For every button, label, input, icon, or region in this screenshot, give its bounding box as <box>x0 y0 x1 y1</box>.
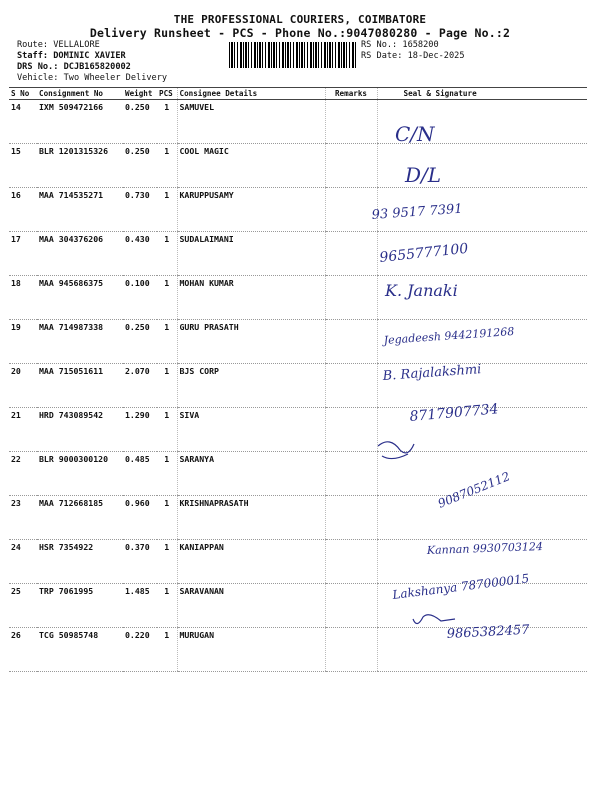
cell-signature <box>377 144 587 188</box>
rs-no-value: 1658200 <box>402 40 439 50</box>
cell-consignee: SARANYA <box>177 452 325 496</box>
cell-consignee: MOHAN KUMAR <box>177 276 325 320</box>
cell-consignment-no: MAA 304376206 <box>37 232 123 276</box>
route-value: VELLALORE <box>53 40 100 50</box>
table-row <box>9 584 587 628</box>
cell-consignment-no: MAA 714987338 <box>37 320 123 364</box>
cell-weight: 0.250 <box>123 144 157 188</box>
cell-consignee: SUDALAIMANI <box>177 232 325 276</box>
cell-consignment-no: MAA 945686375 <box>37 276 123 320</box>
cell-weight: 0.220 <box>123 628 157 672</box>
cell-remarks <box>325 188 377 232</box>
cell-consignment-no: TCG 50985748 <box>37 628 123 672</box>
runsheet-table <box>9 87 587 672</box>
col-consignee: Consignee Details <box>177 88 325 100</box>
cell-consignment-no: BLR 1201315326 <box>37 144 123 188</box>
cell-consignment-no: HRD 743089542 <box>37 408 123 452</box>
cell-sno: 15 <box>9 144 37 188</box>
cell-pcs: 1 <box>157 320 177 364</box>
runsheet-subtitle: Delivery Runsheet - PCS - Phone No.:9047080280 - Page No.:2 <box>89 26 511 40</box>
signature-row25: Lakshanya 787000015 <box>391 571 530 602</box>
table-row <box>9 496 587 540</box>
cell-consignee: KANIAPPAN <box>177 540 325 584</box>
cell-remarks <box>325 408 377 452</box>
cell-weight: 0.250 <box>123 100 157 144</box>
cell-pcs: 1 <box>157 276 177 320</box>
staff-line <box>17 51 126 61</box>
cell-pcs: 1 <box>157 232 177 276</box>
rs-no-line <box>361 40 439 50</box>
cell-pcs: 1 <box>157 188 177 232</box>
col-remarks: Remarks <box>325 88 377 100</box>
table-row <box>9 320 587 364</box>
cell-signature <box>377 276 587 320</box>
cell-remarks <box>325 276 377 320</box>
cell-consignment-no: HSR 7354922 <box>37 540 123 584</box>
signature-row16: 93 9517 7391 <box>371 201 464 223</box>
cell-weight: 0.730 <box>123 188 157 232</box>
rs-date-value: 18-Dec-2025 <box>407 51 465 61</box>
cell-sno: 25 <box>9 584 37 628</box>
cell-sno: 22 <box>9 452 37 496</box>
rs-date-line <box>361 51 465 61</box>
signature-row19: Jegadeesh 9442191268 <box>383 324 515 347</box>
cell-weight: 0.100 <box>123 276 157 320</box>
vehicle-line <box>17 73 167 83</box>
cell-remarks <box>325 144 377 188</box>
cell-remarks <box>325 100 377 144</box>
table-row <box>9 100 587 144</box>
cell-pcs: 1 <box>157 100 177 144</box>
cell-signature <box>377 540 587 584</box>
cell-consignee: KRISHNAPRASATH <box>177 496 325 540</box>
cell-sno: 26 <box>9 628 37 672</box>
cell-signature <box>377 320 587 364</box>
cell-consignee: COOL MAGIC <box>177 144 325 188</box>
cell-remarks <box>325 320 377 364</box>
cell-remarks <box>325 540 377 584</box>
col-signature: Seal & Signature <box>377 88 587 100</box>
cell-weight: 0.370 <box>123 540 157 584</box>
cell-sno: 21 <box>9 408 37 452</box>
cell-signature <box>377 100 587 144</box>
cell-consignee: SAMUVEL <box>177 100 325 144</box>
signature-row21: 8717907734 <box>408 401 500 425</box>
cell-pcs: 1 <box>157 144 177 188</box>
cell-sno: 24 <box>9 540 37 584</box>
cell-signature <box>377 408 587 452</box>
cell-weight: 0.960 <box>123 496 157 540</box>
cell-consignee: BJS CORP <box>177 364 325 408</box>
cell-consignee: SIVA <box>177 408 325 452</box>
signature-row20: B. Rajalakshmi <box>382 362 482 384</box>
cell-pcs: 1 <box>157 408 177 452</box>
cell-sno: 14 <box>9 100 37 144</box>
drs-label: DRS No.: <box>17 62 59 72</box>
cell-remarks <box>325 232 377 276</box>
cell-pcs: 1 <box>157 584 177 628</box>
cell-signature <box>377 188 587 232</box>
table-row <box>9 452 587 496</box>
cell-consignment-no: IXM 509472166 <box>37 100 123 144</box>
signature-cn: C/N <box>395 122 435 146</box>
cell-consignee: KARUPPUSAMY <box>177 188 325 232</box>
cell-pcs: 1 <box>157 540 177 584</box>
cell-consignee: SARAVANAN <box>177 584 325 628</box>
col-pcs: PCS <box>157 88 177 100</box>
rs-date-label: RS Date: <box>361 51 403 61</box>
col-weight: Weight <box>123 88 157 100</box>
cell-signature <box>377 232 587 276</box>
vehicle-label: Vehicle: <box>17 73 59 83</box>
cell-remarks <box>325 364 377 408</box>
route-line <box>17 40 100 50</box>
cell-remarks <box>325 628 377 672</box>
table-row <box>9 276 587 320</box>
cell-signature <box>377 584 587 628</box>
table-row <box>9 540 587 584</box>
staff-value: DOMINIC XAVIER <box>53 51 126 61</box>
signature-row18: K. Janaki <box>385 281 458 300</box>
cell-consignment-no: TRP 7061995 <box>37 584 123 628</box>
table-row <box>9 232 587 276</box>
cell-consignment-no: BLR 9000300120 <box>37 452 123 496</box>
barcode <box>229 42 356 68</box>
drs-value: DCJB165820002 <box>63 62 131 72</box>
signature-row17: 9655777100 <box>378 240 470 266</box>
cell-sno: 18 <box>9 276 37 320</box>
cell-sno: 16 <box>9 188 37 232</box>
cell-remarks <box>325 452 377 496</box>
route-label: Route: <box>17 40 49 50</box>
cell-consignment-no: MAA 714535271 <box>37 188 123 232</box>
cell-sno: 23 <box>9 496 37 540</box>
table-header <box>9 88 587 100</box>
signature-dl: D/L <box>405 163 442 187</box>
cell-pcs: 1 <box>157 628 177 672</box>
cell-signature <box>377 628 587 672</box>
table-row <box>9 144 587 188</box>
cell-signature <box>377 496 587 540</box>
runsheet-title: THE PROFESSIONAL COURIERS, COIMBATORE <box>173 13 427 26</box>
staff-label: Staff: <box>17 51 49 61</box>
cell-consignment-no: MAA 712668185 <box>37 496 123 540</box>
cell-sno: 20 <box>9 364 37 408</box>
cell-weight: 0.485 <box>123 452 157 496</box>
cell-weight: 0.430 <box>123 232 157 276</box>
cell-signature <box>377 364 587 408</box>
cell-weight: 0.250 <box>123 320 157 364</box>
cell-signature <box>377 452 587 496</box>
cell-sno: 17 <box>9 232 37 276</box>
cell-weight: 1.485 <box>123 584 157 628</box>
vehicle-value: Two Wheeler Delivery <box>63 73 168 83</box>
table-row <box>9 628 587 672</box>
table-row <box>9 364 587 408</box>
cell-sno: 19 <box>9 320 37 364</box>
cell-pcs: 1 <box>157 452 177 496</box>
signature-row24: Kannan 9930703124 <box>426 539 544 557</box>
table-row <box>9 408 587 452</box>
signature-row23: 9087052112 <box>435 469 512 511</box>
cell-consignment-no: MAA 715051611 <box>37 364 123 408</box>
cell-consignee: GURU PRASATH <box>177 320 325 364</box>
cell-pcs: 1 <box>157 364 177 408</box>
cell-consignee: MURUGAN <box>177 628 325 672</box>
col-sno: S No <box>9 88 37 100</box>
cell-weight: 1.290 <box>123 408 157 452</box>
drs-line <box>17 62 131 72</box>
table-row <box>9 188 587 232</box>
cell-pcs: 1 <box>157 496 177 540</box>
signature-row26: 9865382457 <box>446 622 530 642</box>
col-consignment: Consignment No <box>37 88 123 100</box>
cell-remarks <box>325 496 377 540</box>
cell-weight: 2.070 <box>123 364 157 408</box>
cell-remarks <box>325 584 377 628</box>
rs-no-label: RS No.: <box>361 40 398 50</box>
